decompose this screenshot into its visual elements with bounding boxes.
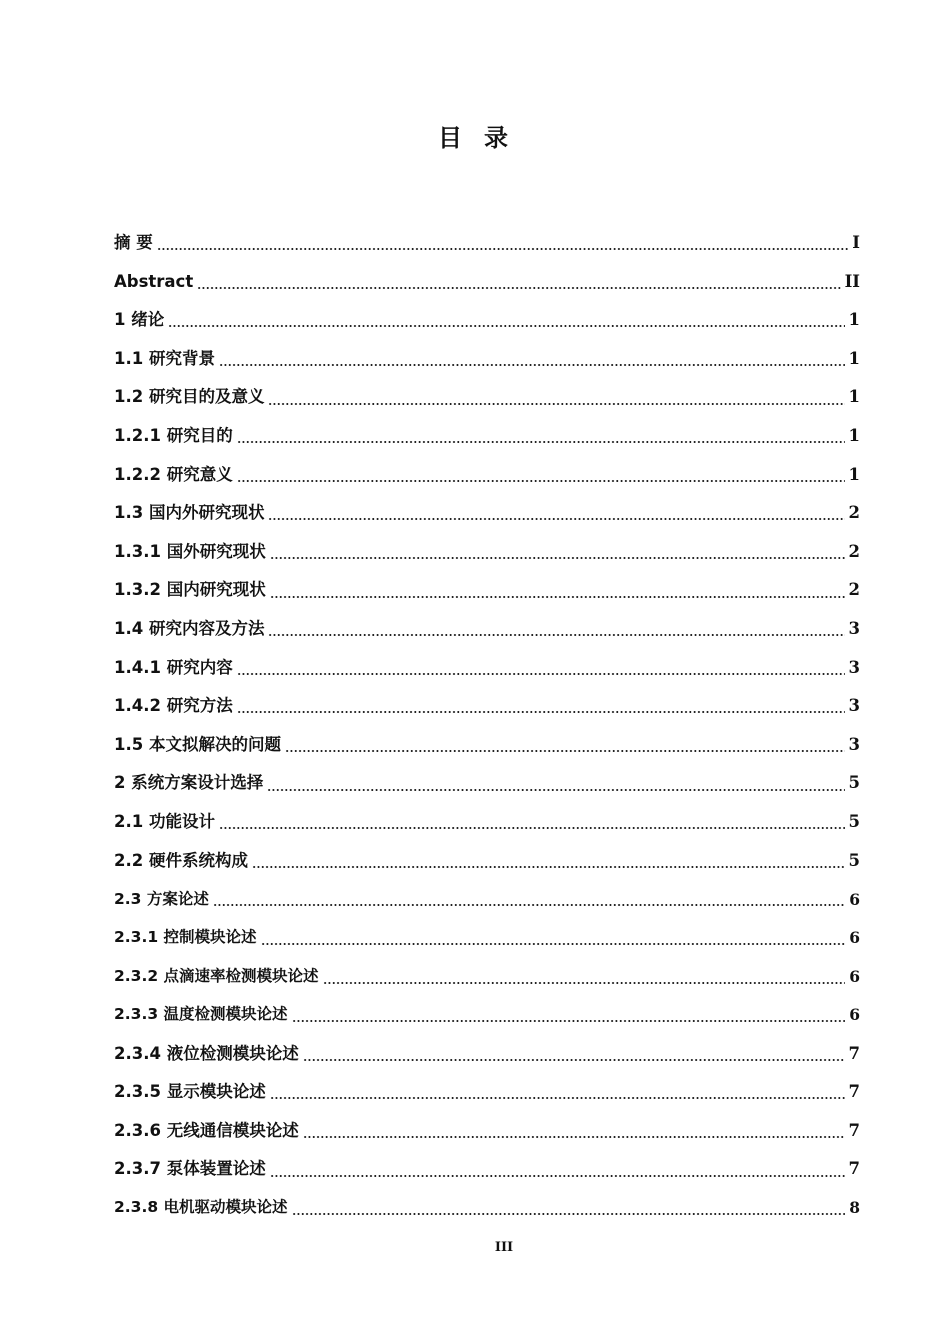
toc-entry[interactable]	[114, 378, 860, 417]
toc-entry-page: 6	[849, 1005, 860, 1025]
toc-entry-page: 6	[849, 928, 860, 948]
toc-entry[interactable]	[114, 263, 860, 302]
toc-entry-page: 2	[848, 503, 860, 523]
toc-leader-dots	[168, 325, 844, 327]
toc-entry[interactable]	[114, 417, 860, 456]
toc-entry-label: 2.3 方案论述	[114, 889, 209, 908]
toc-entry[interactable]	[114, 880, 860, 919]
toc-leader-dots	[219, 364, 845, 366]
toc-leader-dots	[323, 982, 846, 984]
toc-entry-page: 5	[848, 773, 860, 793]
toc-entry-label: 1.2 研究目的及意义	[114, 387, 265, 407]
toc-entry[interactable]	[114, 764, 860, 803]
toc-entry-label: 1.3.1 国外研究现状	[114, 541, 266, 561]
toc-entry-label: 2 系统方案设计选择	[114, 773, 264, 793]
toc-entry-page: 1	[848, 348, 860, 368]
toc-entry-label: 2.3.8 电机驱动模块论述	[114, 1198, 288, 1217]
toc-entry-page: 1	[848, 310, 860, 330]
toc-entry-page: 7	[848, 1159, 860, 1179]
toc-entry-label: 2.2 硬件系统构成	[114, 850, 248, 870]
toc-entry[interactable]	[114, 726, 860, 765]
toc-entry-label: 2.3.6 无线通信模块论述	[114, 1120, 299, 1140]
toc-leader-dots	[270, 1097, 845, 1099]
toc-leader-dots	[285, 750, 845, 752]
toc-entry-label: 1 绪论	[114, 310, 165, 330]
toc-entry-label: Abstract	[114, 271, 194, 291]
toc-entry[interactable]	[114, 1073, 860, 1112]
toc-entry-page: II	[844, 271, 860, 291]
toc-entry[interactable]	[114, 610, 860, 649]
toc-leader-dots	[157, 248, 849, 250]
toc-entry-page: 3	[848, 618, 860, 638]
toc-leader-dots	[303, 1059, 845, 1061]
toc-entry-page: 8	[849, 1198, 860, 1218]
toc-leader-dots	[303, 1136, 845, 1138]
toc-entry[interactable]	[114, 919, 860, 958]
toc-entry-label: 摘 要	[114, 233, 153, 253]
toc-entry-label: 2.1 功能设计	[114, 811, 215, 831]
toc-entry-page: 1	[848, 387, 860, 407]
toc-entry[interactable]	[114, 687, 860, 726]
toc-entry[interactable]	[114, 494, 860, 533]
toc-leader-dots	[237, 673, 845, 675]
toc-entry[interactable]	[114, 1150, 860, 1189]
toc-entry-page: 3	[848, 696, 860, 716]
toc-leader-dots	[268, 518, 844, 520]
toc-leader-dots	[270, 596, 845, 598]
toc-entry-page: 6	[849, 889, 860, 909]
toc-entry[interactable]	[114, 842, 860, 881]
toc-leader-dots	[292, 1213, 846, 1215]
toc-leader-dots	[292, 1020, 846, 1022]
toc-entry-label: 2.3.2 点滴速率检测模块论述	[114, 966, 319, 985]
toc-leader-dots	[261, 943, 846, 945]
toc-entry-page: 3	[848, 734, 860, 754]
toc-entry-page: I	[852, 233, 860, 253]
toc-entry[interactable]	[114, 533, 860, 572]
toc-entry[interactable]	[114, 224, 860, 263]
toc-entry-page: 2	[848, 541, 860, 561]
toc-leader-dots	[268, 403, 844, 405]
toc-entry-label: 1.3 国内外研究现状	[114, 503, 265, 523]
toc-entry-page: 7	[848, 1120, 860, 1140]
toc-entry[interactable]	[114, 456, 860, 495]
toc-entry-label: 1.5 本文拟解决的问题	[114, 734, 281, 754]
toc-leader-dots	[268, 634, 844, 636]
toc-entry-label: 1.4 研究内容及方法	[114, 618, 265, 638]
toc-entry-page: 5	[848, 811, 860, 831]
toc-entry-label: 2.3.5 显示模块论述	[114, 1082, 266, 1102]
toc-entry-page: 1	[848, 464, 860, 484]
toc-entry-label: 2.3.1 控制模块论述	[114, 928, 257, 947]
toc-entry-label: 1.4.2 研究方法	[114, 696, 233, 716]
toc-entry[interactable]	[114, 1189, 860, 1228]
toc-entry-page: 2	[848, 580, 860, 600]
toc-entry-label: 2.3.7 泵体装置论述	[114, 1159, 266, 1179]
toc-entry-label: 1.3.2 国内研究现状	[114, 580, 266, 600]
page-number: III	[494, 1240, 514, 1255]
toc-entry-page: 5	[848, 850, 860, 870]
toc-title: 目录	[438, 123, 530, 152]
toc-leader-dots	[237, 441, 845, 443]
toc-entry[interactable]	[114, 803, 860, 842]
toc-leader-dots	[237, 480, 845, 482]
toc-leader-dots	[270, 557, 845, 559]
toc-entry[interactable]	[114, 301, 860, 340]
toc-entry-label: 2.3.3 温度检测模块论述	[114, 1005, 288, 1024]
toc-entry-label: 1.2.2 研究意义	[114, 464, 233, 484]
toc-leader-dots	[252, 866, 845, 868]
toc-entry-label: 1.4.1 研究内容	[114, 657, 233, 677]
toc-leader-dots	[237, 711, 845, 713]
table-of-contents	[114, 224, 860, 1227]
toc-entry-page: 6	[849, 966, 860, 986]
toc-entry-page: 7	[848, 1082, 860, 1102]
toc-leader-dots	[219, 827, 845, 829]
toc-entry-page: 3	[848, 657, 860, 677]
toc-entry-label: 1.2.1 研究目的	[114, 426, 233, 446]
toc-entry-page: 7	[848, 1043, 860, 1063]
toc-leader-dots	[267, 789, 844, 791]
toc-leader-dots	[270, 1175, 845, 1177]
toc-entry[interactable]	[114, 996, 860, 1035]
toc-entry-page: 1	[848, 426, 860, 446]
toc-entry[interactable]	[114, 649, 860, 688]
toc-leader-dots	[197, 287, 840, 289]
toc-entry[interactable]	[114, 340, 860, 379]
toc-entry[interactable]	[114, 1034, 860, 1073]
toc-entry-label: 2.3.4 液位检测模块论述	[114, 1043, 299, 1063]
toc-entry[interactable]	[114, 957, 860, 996]
toc-leader-dots	[213, 904, 845, 906]
toc-entry-label: 1.1 研究背景	[114, 348, 215, 368]
toc-entry[interactable]	[114, 571, 860, 610]
toc-entry[interactable]	[114, 1112, 860, 1151]
